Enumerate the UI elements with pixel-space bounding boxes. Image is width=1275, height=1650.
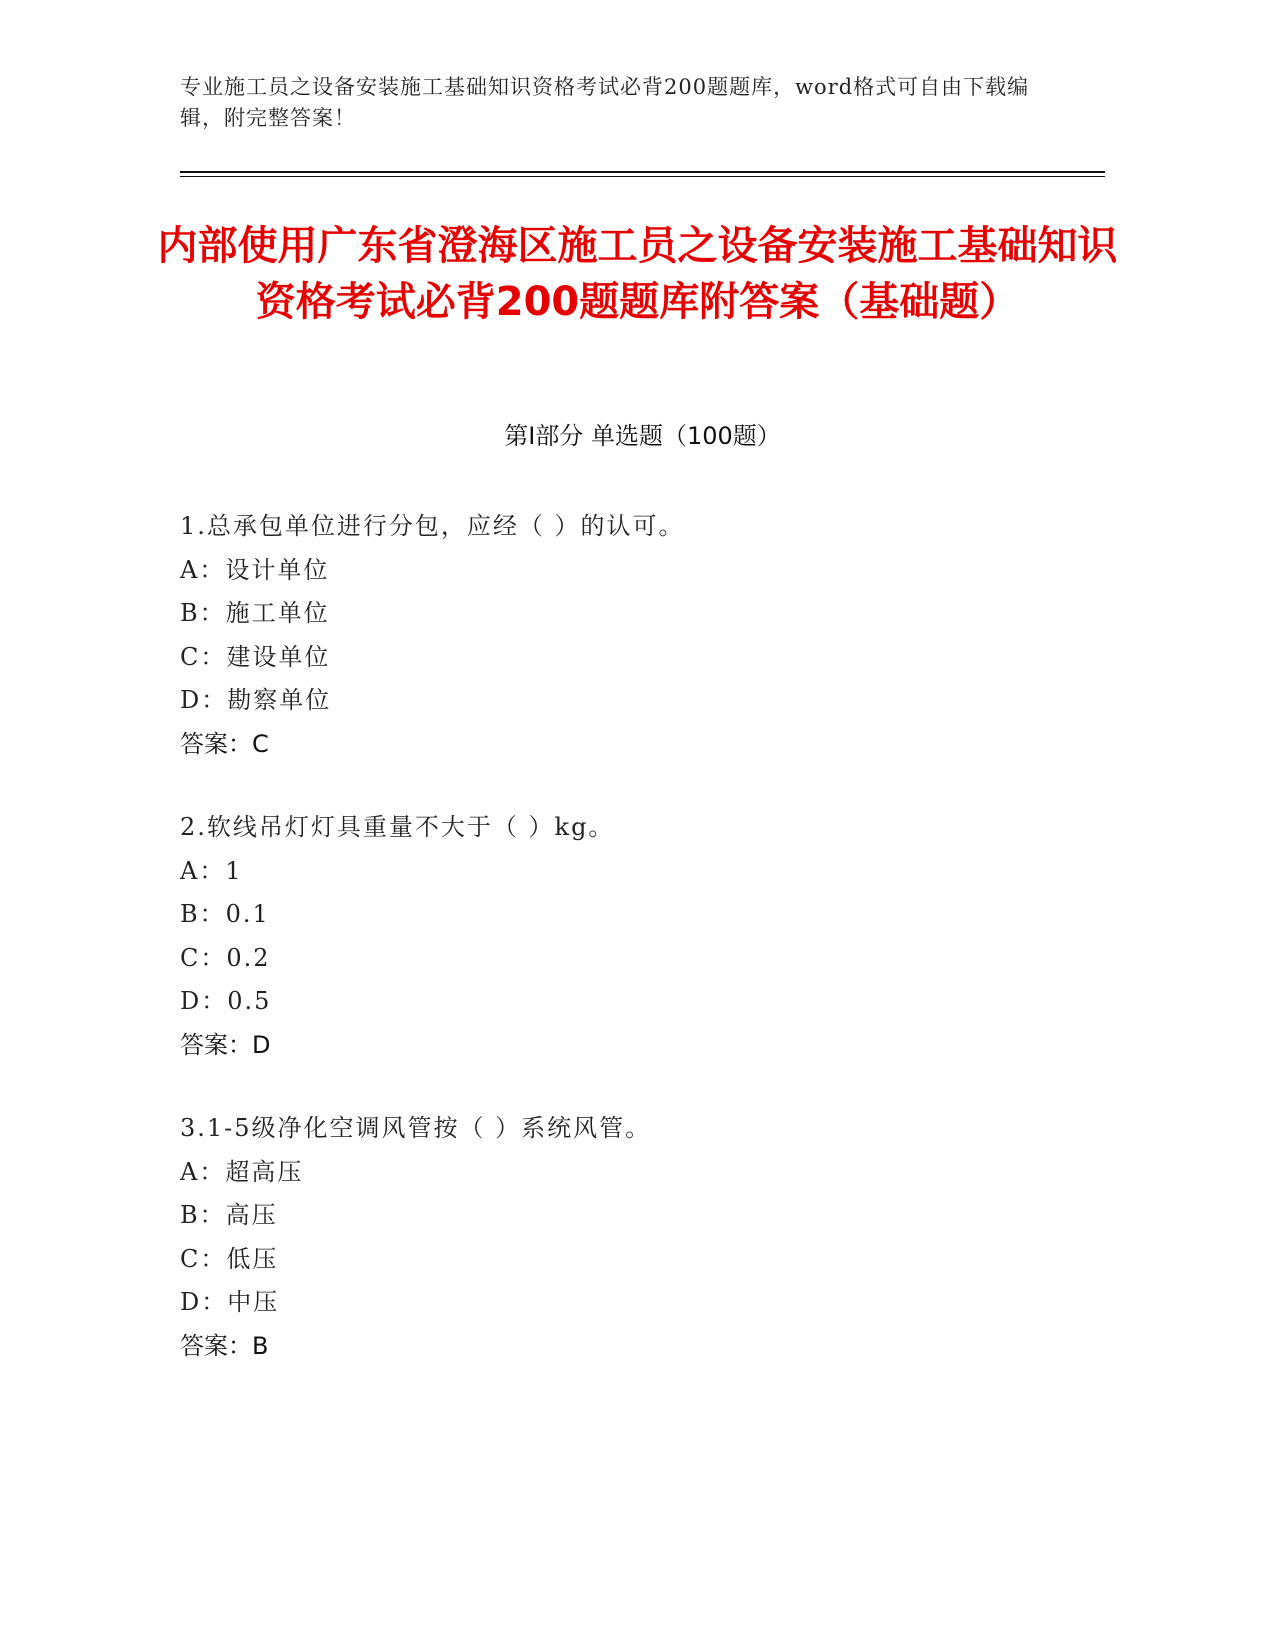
header-divider-thick — [180, 171, 1105, 173]
header-note: 专业施工员之设备安装施工基础知识资格考试必背200题题库，word格式可自由下载编辑，附完整答案！ — [180, 75, 1030, 130]
question-3 — [180, 1107, 1105, 1368]
answer: 答案：B — [180, 1331, 269, 1360]
option-a: A：设计单位 — [180, 555, 330, 584]
option-d: D：0.5 — [180, 987, 272, 1015]
question-1 — [180, 505, 1105, 766]
header-divider-thin — [180, 176, 1105, 177]
answer: 答案：D — [180, 1030, 271, 1059]
option-c: C：0.2 — [180, 943, 271, 972]
answer: 答案：C — [180, 729, 269, 758]
section-title: 第I部分 单选题（100题） — [504, 422, 781, 450]
option-b: B：高压 — [180, 1201, 278, 1229]
question-stem: 1.总承包单位进行分包，应经（ ）的认可。 — [180, 512, 685, 540]
question-list — [180, 505, 1105, 1408]
option-a: A：超高压 — [180, 1157, 304, 1186]
option-c: C：低压 — [180, 1244, 279, 1273]
document-title: 内部使用广东省澄海区施工员之设备安装施工基础知识资格考试必背200题题库附答案（基础题） — [157, 223, 1118, 325]
option-b: B：0.1 — [180, 900, 270, 928]
option-a: A：1 — [180, 856, 243, 885]
question-2 — [180, 806, 1105, 1067]
question-stem: 3.1-5级净化空调风管按（ ）系统风管。 — [180, 1114, 652, 1142]
option-c: C：建设单位 — [180, 642, 331, 671]
option-b: B：施工单位 — [180, 599, 330, 627]
option-d: D：中压 — [180, 1288, 280, 1316]
option-d: D：勘察单位 — [180, 686, 332, 714]
question-stem: 2.软线吊灯灯具重量不大于（ ）kg。 — [180, 813, 615, 841]
